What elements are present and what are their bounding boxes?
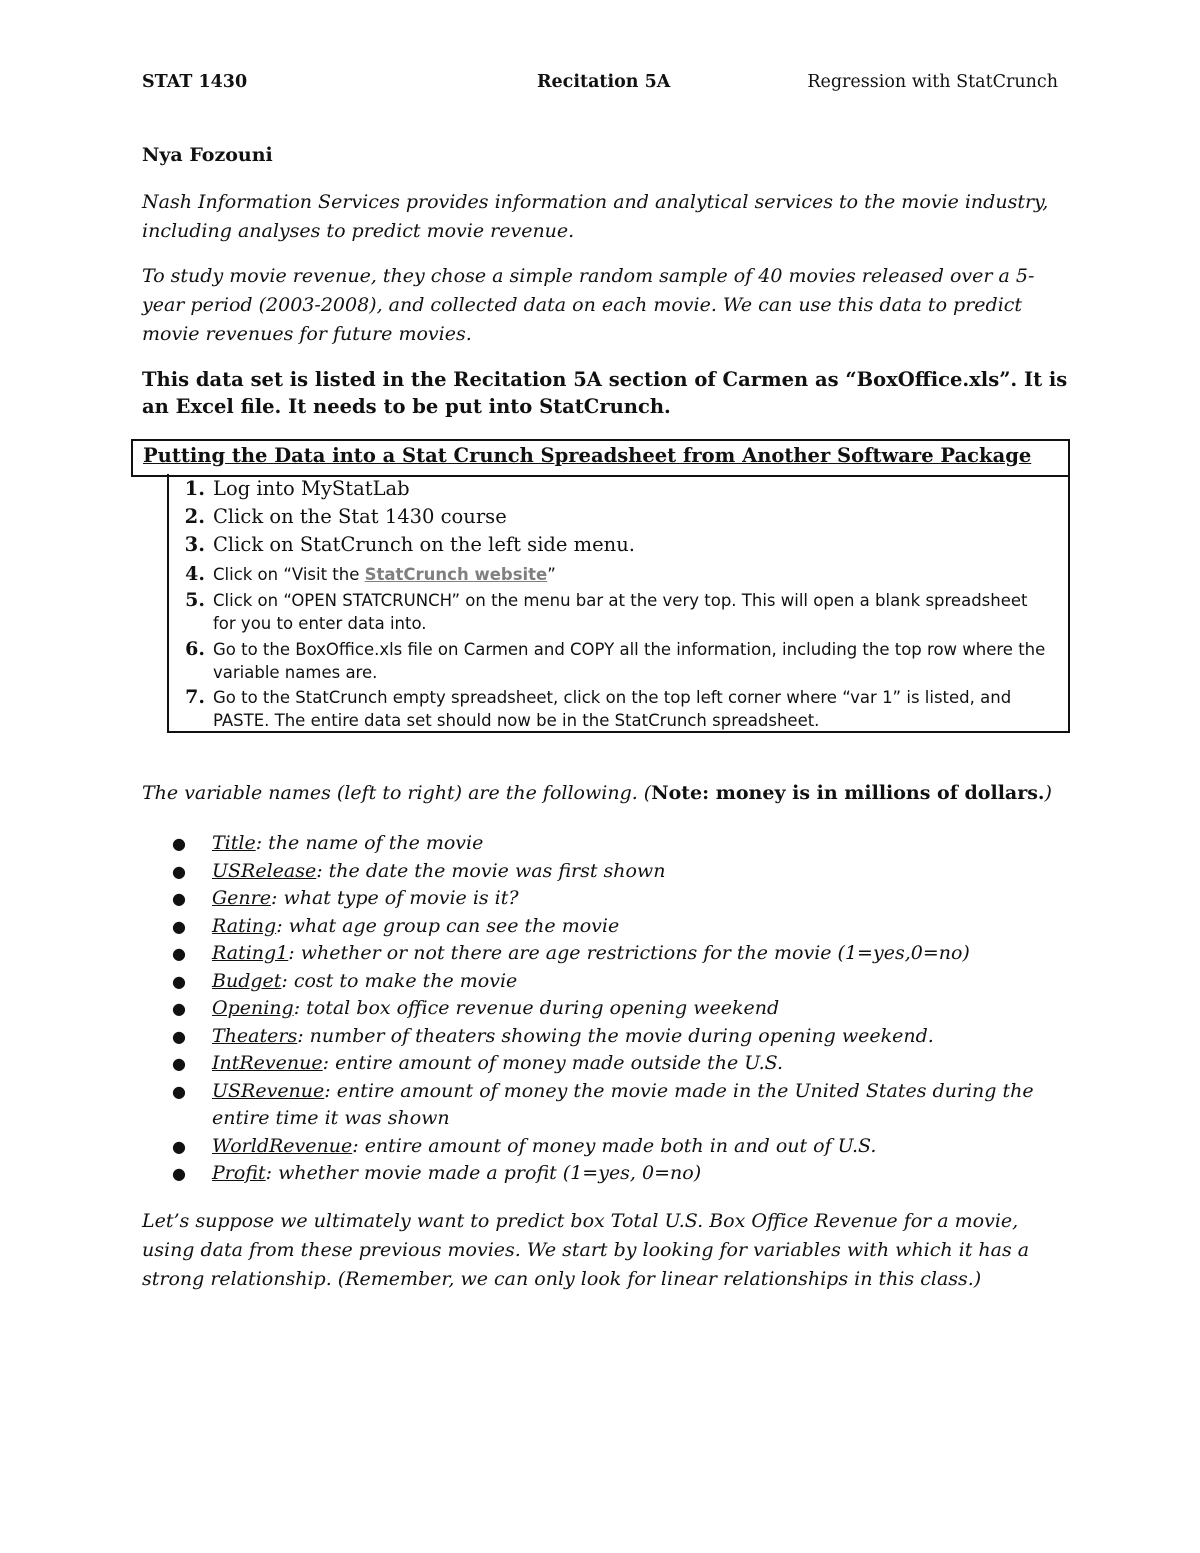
step-number: 1. xyxy=(184,477,205,500)
variable-desc: : entire amount of money the movie made in the United States during the entire time it was shown xyxy=(212,1079,1034,1129)
step-number: 6. xyxy=(185,638,205,660)
step-text: Click on StatCrunch on the left side menu. xyxy=(213,533,635,556)
list-item xyxy=(172,1023,1052,1051)
variable-name: USRelease xyxy=(212,859,317,882)
step-number: 3. xyxy=(184,533,205,556)
variable-name: Rating xyxy=(212,914,277,937)
bullet-icon: ● xyxy=(172,1026,186,1046)
list-item xyxy=(172,1133,1052,1161)
step-text: Click on the Stat 1430 course xyxy=(213,505,507,528)
step-number: 7. xyxy=(185,686,205,708)
step-4-suffix: ” xyxy=(547,565,556,584)
variable-name: Theaters xyxy=(212,1024,298,1047)
bullet-icon: ● xyxy=(172,916,186,936)
statcrunch-website-link[interactable]: StatCrunch website xyxy=(364,565,548,584)
step-text: Log into MyStatLab xyxy=(213,477,410,500)
variable-name: IntRevenue xyxy=(212,1052,323,1074)
list-item xyxy=(172,940,1052,968)
bullet-icon: ● xyxy=(172,944,186,963)
step-text: Go to the BoxOffice.xls file on Carmen and COPY all the information, including the top row where the variable names are. xyxy=(213,640,1046,682)
variable-name: Genre xyxy=(212,887,271,909)
closing-paragraph: Let’s suppose we ultimately want to predict box Total U.S. Box Office Revenue for a movie, using data from these previous movies. We start by looking for variables with which it has a strong relationship. (Remember, we can only look for linear relationships in this class.) xyxy=(142,1210,1030,1290)
money-note: Note: money is in millions of dollars. xyxy=(651,782,1045,804)
bullet-icon: ● xyxy=(172,1054,186,1073)
variable-desc: : number of theaters showing the movie during opening weekend. xyxy=(297,1024,934,1047)
bullet-icon: ● xyxy=(172,889,186,908)
bullet-icon: ● xyxy=(172,834,186,853)
list-item xyxy=(172,885,1052,913)
step-number: 2. xyxy=(184,505,205,528)
variable-name: Title xyxy=(212,832,256,854)
variable-desc: : whether movie made a profit (1=yes, 0=no) xyxy=(265,1162,702,1184)
variable-name: WorldRevenue xyxy=(212,1134,353,1157)
variable-name: Opening xyxy=(212,997,294,1019)
list-item xyxy=(172,858,1052,886)
list-item xyxy=(172,1078,1052,1133)
variable-list xyxy=(172,830,1052,1188)
variable-desc: : cost to make the movie xyxy=(281,969,518,992)
variables-intro xyxy=(142,782,1052,804)
bullet-icon: ● xyxy=(172,971,186,991)
variable-desc: : whether or not there are age restrictions for the movie (1=yes,0=no) xyxy=(288,942,970,964)
list-item xyxy=(172,1050,1052,1078)
variable-desc: : entire amount of money made outside the U.S. xyxy=(322,1052,783,1074)
bullet-icon: ● xyxy=(172,861,186,881)
step-number: 5. xyxy=(185,589,205,611)
intro-paragraph-1: Nash Information Services provides information and analytical services to the movie industry, including analyses to predict movie revenue. xyxy=(142,191,1049,242)
list-item xyxy=(172,1160,1052,1188)
list-item xyxy=(172,968,1052,996)
author-name: Nya Fozouni xyxy=(142,144,273,166)
variable-name: USRevenue xyxy=(212,1079,325,1102)
variable-desc: : what type of movie is it? xyxy=(271,887,519,909)
list-item xyxy=(172,995,1052,1023)
header-course: STAT 1430 xyxy=(142,72,248,92)
list-item xyxy=(172,830,1052,858)
step-number: 4. xyxy=(185,563,205,585)
variable-name: Budget xyxy=(212,969,282,992)
bullet-icon: ● xyxy=(172,1081,186,1101)
header-recitation: Recitation 5A xyxy=(537,72,671,92)
intro-paragraph-2: To study movie revenue, they chose a simple random sample of 40 movies released over a 5-year period (2003-2008), and collected data on each movie. We can use this data to predict movie revenues for future movies. xyxy=(142,265,1035,345)
bullet-icon: ● xyxy=(172,1164,186,1183)
step-4-prefix: Click on “Visit the xyxy=(213,565,365,584)
variables-intro-text: The variable names (left to right) are the following. ( xyxy=(142,782,652,804)
step-text xyxy=(213,563,1053,586)
variable-name: Profit xyxy=(212,1162,266,1184)
list-item xyxy=(172,913,1052,941)
variable-desc: : the name of the movie xyxy=(255,832,484,854)
step-text: Go to the StatCrunch empty spreadsheet, click on the top left corner where “var 1” is listed, and PASTE. The entire data set should now be in the StatCrunch spreadsheet. xyxy=(213,688,1012,730)
variable-desc: : the date the movie was first shown xyxy=(316,859,666,882)
dataset-note: This data set is listed in the Recitation 5A section of Carmen as “BoxOffice.xls”. It is an Excel file. It needs to be put into StatCrunch. xyxy=(142,368,1068,418)
step-text: Click on “OPEN STATCRUNCH” on the menu bar at the very top. This will open a blank spreadsheet for you to enter data into. xyxy=(213,591,1028,633)
bullet-icon: ● xyxy=(172,999,186,1018)
variable-name: Rating1 xyxy=(212,942,289,964)
page-header xyxy=(142,72,1058,96)
instructions-steps-box xyxy=(167,474,1070,733)
variable-desc: : entire amount of money made both in and out of U.S. xyxy=(352,1134,877,1157)
header-topic: Regression with StatCrunch xyxy=(807,72,1058,92)
variable-desc: : total box office revenue during opening weekend xyxy=(293,997,780,1019)
variables-intro-close: ) xyxy=(1044,782,1052,804)
instructions-box-title xyxy=(131,439,1070,477)
bullet-icon: ● xyxy=(172,1136,186,1156)
variable-desc: : what age group can see the movie xyxy=(276,914,620,937)
instructions-title-text: Putting the Data into a Stat Crunch Spreadsheet from Another Software Package xyxy=(143,444,1032,467)
